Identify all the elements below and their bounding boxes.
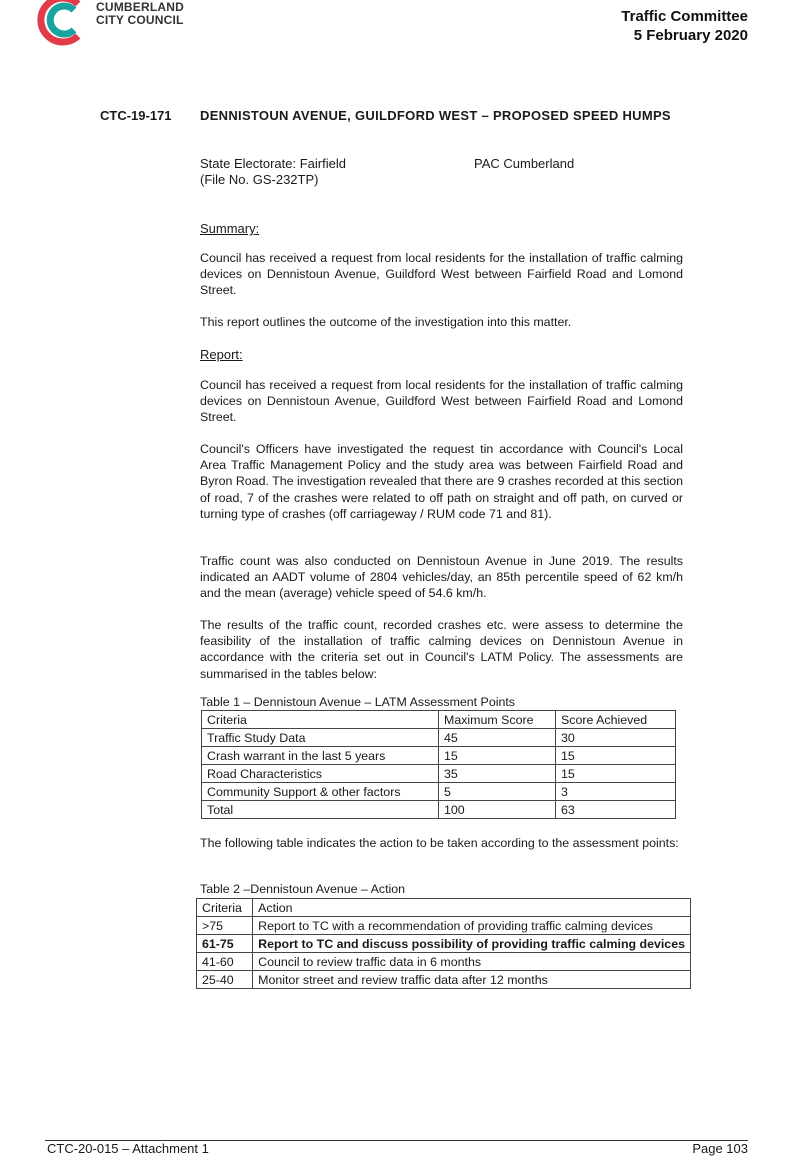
table-header-cell: Maximum Score	[439, 711, 556, 729]
table-cell: Total	[202, 801, 439, 819]
table-header-cell: Criteria	[202, 711, 439, 729]
summary-heading: Summary:	[200, 221, 260, 236]
table-cell: 30	[556, 729, 676, 747]
table-cell: Report to TC and discuss possibility of providing traffic calming devices	[253, 935, 691, 953]
table-cell: Crash warrant in the last 5 years	[202, 747, 439, 765]
table-row	[197, 971, 691, 989]
table-cell: 63	[556, 801, 676, 819]
summary-paragraph-1: Council has received a request from local residents for the installation of traffic calming devices on Dennistoun Avenue, Guildford West between Fairfield Road and Lomond Street.	[200, 251, 683, 298]
table-row	[202, 783, 676, 801]
committee-header	[621, 7, 748, 45]
table2-caption: Table 2 –Dennistoun Avenue – Action	[200, 882, 406, 896]
table-cell: 61-75	[197, 935, 253, 953]
council-logo	[34, 0, 90, 46]
state-electorate: State Electorate: Fairfield	[200, 156, 346, 171]
between-tables-paragraph: The following table indicates the action to be taken according to the assessment points:	[200, 836, 679, 850]
report-paragraph-4: The results of the traffic count, recorded crashes etc. were assess to determine the feasibility of the installation of traffic calming devices on Dennistoun Avenue in accordance with the criteria set out in Council's LATM Policy. The assessments are summarised in the tables below:	[200, 618, 683, 681]
table-row	[197, 917, 691, 935]
assessment-points-table	[201, 710, 676, 819]
table1-caption: Table 1 – Dennistoun Avenue – LATM Assessment Points	[200, 695, 515, 709]
table-row	[202, 729, 676, 747]
council-name-line2: CITY COUNCIL	[96, 13, 184, 27]
table-cell: 15	[439, 747, 556, 765]
table-row	[202, 801, 676, 819]
table-cell: 41-60	[197, 953, 253, 971]
table-header-cell: Score Achieved	[556, 711, 676, 729]
table-cell: 3	[556, 783, 676, 801]
meeting-date: 5 February 2020	[633, 27, 748, 44]
report-heading: Report:	[200, 347, 243, 362]
item-title: DENNISTOUN AVENUE, GUILDFORD WEST – PROPOSED SPEED HUMPS	[200, 108, 671, 123]
page-number: Page 103	[692, 1141, 748, 1156]
table-cell: Report to TC with a recommendation of providing traffic calming devices	[253, 917, 691, 935]
table-cell: 15	[556, 747, 676, 765]
table-row	[202, 765, 676, 783]
table-cell: 25-40	[197, 971, 253, 989]
table-row-highlighted	[197, 935, 691, 953]
table-cell: Community Support & other factors	[202, 783, 439, 801]
council-name-line1: CUMBERLAND	[96, 0, 184, 14]
table-cell: Road Characteristics	[202, 765, 439, 783]
item-code: CTC-19-171	[100, 108, 172, 123]
pac-label: PAC Cumberland	[474, 156, 575, 171]
table-header-row	[197, 899, 691, 917]
table-row	[202, 747, 676, 765]
table-row	[197, 953, 691, 971]
summary-paragraph-2: This report outlines the outcome of the investigation into this matter.	[200, 315, 572, 329]
council-name	[96, 1, 184, 27]
table-cell: Traffic Study Data	[202, 729, 439, 747]
table-cell: 45	[439, 729, 556, 747]
report-paragraph-1: Council has received a request from local residents for the installation of traffic calming devices on Dennistoun Avenue, Guildford West between Fairfield Road and Lomond Street.	[200, 378, 683, 425]
table-header-cell: Criteria	[197, 899, 253, 917]
report-paragraph-2: Council's Officers have investigated the request tin accordance with Council's Local Area Traffic Management Policy and the study area was between Fairfield Road and Byron Road. The investigation revealed that there are 9 crashes recorded at this section of road, 7 of the crashes were related to off path on straight and off path, on curved or turning type of crashes (off carriageway / RUM code 71 and 81).	[200, 442, 683, 521]
table-cell: 15	[556, 765, 676, 783]
item-meta	[200, 156, 346, 188]
footer-attachment-label: CTC-20-015 – Attachment 1	[47, 1141, 209, 1156]
report-paragraph-3: Traffic count was also conducted on Dennistoun Avenue in June 2019. The results indicated an AADT volume of 2804 vehicles/day, an 85th percentile speed of 62 km/h and the mean (average) vehicle speed of 54.6 km/h.	[200, 554, 683, 601]
table-header-row	[202, 711, 676, 729]
action-table	[196, 898, 691, 989]
table-cell: Monitor street and review traffic data after 12 months	[253, 971, 691, 989]
table-cell: Council to review traffic data in 6 months	[253, 953, 691, 971]
table-cell: 5	[439, 783, 556, 801]
committee-name: Traffic Committee	[621, 8, 748, 25]
table-cell: 35	[439, 765, 556, 783]
table-cell: >75	[197, 917, 253, 935]
table-header-cell: Action	[253, 899, 691, 917]
file-number: (File No. GS-232TP)	[200, 172, 319, 187]
table-cell: 100	[439, 801, 556, 819]
